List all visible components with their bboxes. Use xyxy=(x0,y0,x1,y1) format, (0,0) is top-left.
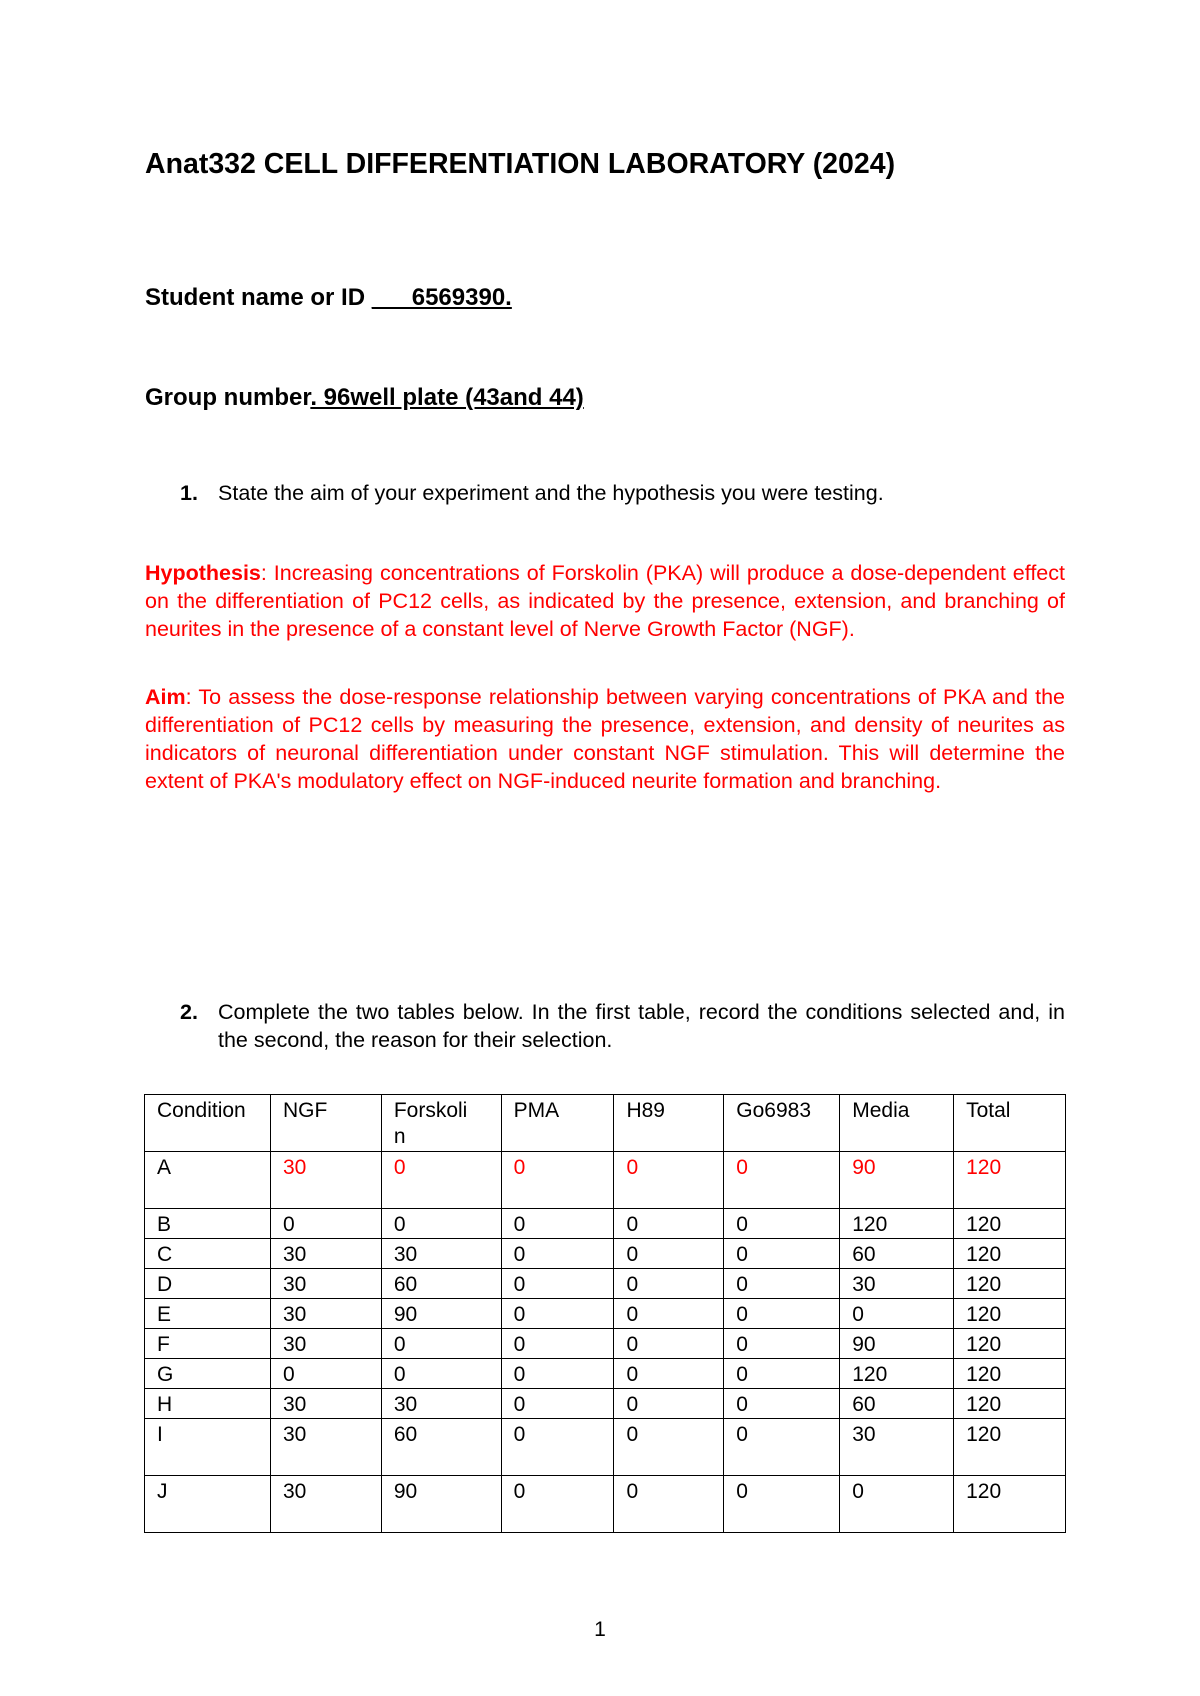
table-cell: 120 xyxy=(954,1329,1066,1359)
table-cell: 30 xyxy=(270,1269,381,1299)
hypothesis-text: : Increasing concentrations of Forskolin (PKA) will produce a dose-dependent effect on the differentiation of PC12 cells, as indicated by the presence, extension, and branching of neurites in the presence of a constant level of Nerve Growth Factor (NGF). xyxy=(145,561,1065,641)
table-cell: 0 xyxy=(614,1299,724,1329)
table-cell: 30 xyxy=(840,1269,954,1299)
table-cell: 0 xyxy=(614,1329,724,1359)
aim-label: Aim xyxy=(145,685,186,709)
table-cell: 0 xyxy=(724,1389,840,1419)
table-cell: 30 xyxy=(381,1239,501,1269)
table-row xyxy=(145,1299,1066,1329)
table-row xyxy=(145,1269,1066,1299)
aim-text: : To assess the dose-response relationship between varying concentrations of PKA and the differentiation of PC12 cells by measuring the presence, extension, and density of neurites as indicators of neuronal differentiation under constant NGF stimulation. This will determine the extent of PKA's modulatory effect on NGF-induced neurite formation and branching. xyxy=(145,685,1065,793)
table-cell: 30 xyxy=(270,1389,381,1419)
group-number-field xyxy=(145,384,584,412)
student-id-field xyxy=(145,284,512,312)
table-cell: 30 xyxy=(270,1299,381,1329)
table-cell: 30 xyxy=(270,1239,381,1269)
table-header-cell: H89 xyxy=(614,1095,724,1152)
table-cell: 30 xyxy=(270,1476,381,1533)
table-cell: 30 xyxy=(270,1329,381,1359)
table-header-cell: NGF xyxy=(270,1095,381,1152)
table-cell: A xyxy=(145,1152,271,1209)
table-cell: 0 xyxy=(724,1359,840,1389)
question-number: 2. xyxy=(180,1000,198,1024)
page-number: 1 xyxy=(594,1618,606,1641)
table-row xyxy=(145,1476,1066,1533)
table-cell: 0 xyxy=(381,1329,501,1359)
table-cell: 0 xyxy=(270,1209,381,1239)
table-cell: 0 xyxy=(501,1476,614,1533)
student-id-label: Student name or ID xyxy=(145,284,372,311)
table-cell: 120 xyxy=(954,1152,1066,1209)
table-cell: 0 xyxy=(614,1239,724,1269)
table-cell: 0 xyxy=(501,1419,614,1476)
table-cell: 60 xyxy=(381,1419,501,1476)
table-row xyxy=(145,1389,1066,1419)
table-cell: 0 xyxy=(381,1209,501,1239)
table-cell: 0 xyxy=(724,1209,840,1239)
table-cell: 60 xyxy=(840,1389,954,1419)
question-text: Complete the two tables below. In the first table, record the conditions selected and, in the second, the reason for their selection. xyxy=(218,1000,1065,1052)
table-cell: 0 xyxy=(501,1299,614,1329)
table-header-cell: Go6983 xyxy=(724,1095,840,1152)
table-cell: 0 xyxy=(614,1359,724,1389)
table-cell: 120 xyxy=(954,1476,1066,1533)
hypothesis-paragraph xyxy=(145,559,1065,643)
table-cell: 30 xyxy=(381,1389,501,1419)
table-cell: 0 xyxy=(840,1299,954,1329)
conditions-table xyxy=(144,1094,1066,1533)
table-header-cell: PMA xyxy=(501,1095,614,1152)
table-header-row xyxy=(145,1095,1066,1152)
table-cell: 0 xyxy=(270,1359,381,1389)
table-cell: B xyxy=(145,1209,271,1239)
table-row xyxy=(145,1329,1066,1359)
table-row xyxy=(145,1152,1066,1209)
table-cell: 0 xyxy=(724,1419,840,1476)
table-cell: 0 xyxy=(501,1239,614,1269)
table-cell: 120 xyxy=(840,1359,954,1389)
table-cell: 0 xyxy=(381,1152,501,1209)
question-text: State the aim of your experiment and the hypothesis you were testing. xyxy=(218,481,884,505)
table-cell: D xyxy=(145,1269,271,1299)
table-cell: 0 xyxy=(614,1269,724,1299)
document-title: Anat332 CELL DIFFERENTIATION LABORATORY (2024) xyxy=(145,148,896,180)
table-cell: I xyxy=(145,1419,271,1476)
table-cell: 0 xyxy=(501,1152,614,1209)
hypothesis-label: Hypothesis xyxy=(145,561,261,585)
table-cell: 120 xyxy=(840,1209,954,1239)
table-cell: E xyxy=(145,1299,271,1329)
table-cell: F xyxy=(145,1329,271,1359)
table-cell: 0 xyxy=(724,1239,840,1269)
group-number-value: . 96well plate (43and 44) xyxy=(310,384,584,411)
table-header-cell: Media xyxy=(840,1095,954,1152)
table-cell: 0 xyxy=(501,1269,614,1299)
group-number-label: Group number xyxy=(145,384,311,411)
table-cell: 120 xyxy=(954,1239,1066,1269)
table-cell: 0 xyxy=(614,1389,724,1419)
table-cell: 120 xyxy=(954,1359,1066,1389)
table-cell: 30 xyxy=(270,1419,381,1476)
table-cell: 60 xyxy=(381,1269,501,1299)
table-header-cell: Forskoli n xyxy=(381,1095,501,1152)
table-cell: 90 xyxy=(840,1329,954,1359)
table-cell: 90 xyxy=(840,1152,954,1209)
question-1 xyxy=(180,479,1065,507)
table-cell: 120 xyxy=(954,1389,1066,1419)
table-row xyxy=(145,1239,1066,1269)
table-cell: 120 xyxy=(954,1269,1066,1299)
question-2 xyxy=(180,998,1065,1054)
table-cell: 0 xyxy=(724,1329,840,1359)
table-cell: 0 xyxy=(724,1476,840,1533)
table-row xyxy=(145,1419,1066,1476)
table-cell: G xyxy=(145,1359,271,1389)
table-cell: 0 xyxy=(614,1419,724,1476)
table-cell: 0 xyxy=(501,1359,614,1389)
table-header-cell: Total xyxy=(954,1095,1066,1152)
aim-paragraph xyxy=(145,683,1065,795)
table-cell: 0 xyxy=(840,1476,954,1533)
table-cell: 0 xyxy=(724,1299,840,1329)
table-cell: 30 xyxy=(840,1419,954,1476)
table-cell: 90 xyxy=(381,1299,501,1329)
table-cell: 0 xyxy=(501,1389,614,1419)
table-cell: 0 xyxy=(381,1359,501,1389)
table-cell: H xyxy=(145,1389,271,1419)
table-cell: 120 xyxy=(954,1299,1066,1329)
question-number: 1. xyxy=(180,481,198,505)
table-cell: 0 xyxy=(501,1209,614,1239)
student-id-value: ___6569390. xyxy=(371,284,512,311)
table-cell: 120 xyxy=(954,1209,1066,1239)
table-header-cell: Condition xyxy=(145,1095,271,1152)
table-cell: 0 xyxy=(614,1152,724,1209)
table-row xyxy=(145,1359,1066,1389)
table-cell: 0 xyxy=(614,1209,724,1239)
table-cell: 30 xyxy=(270,1152,381,1209)
table-row xyxy=(145,1209,1066,1239)
table-cell: 0 xyxy=(724,1269,840,1299)
table-cell: 0 xyxy=(724,1152,840,1209)
table-cell: 0 xyxy=(501,1329,614,1359)
table-cell: J xyxy=(145,1476,271,1533)
table-cell: 90 xyxy=(381,1476,501,1533)
table-cell: C xyxy=(145,1239,271,1269)
table-cell: 60 xyxy=(840,1239,954,1269)
table-cell: 120 xyxy=(954,1419,1066,1476)
table-cell: 0 xyxy=(614,1476,724,1533)
